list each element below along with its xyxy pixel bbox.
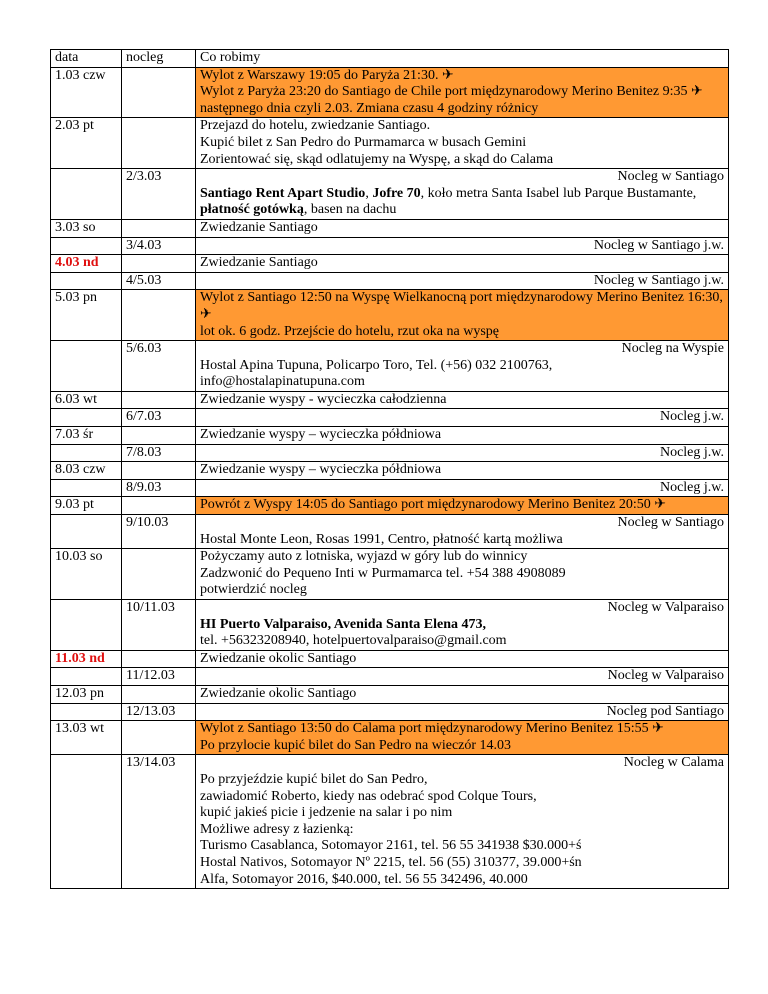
date-cell: 5.03 pn [51, 290, 122, 341]
stay-cell: 11/12.03 [122, 668, 196, 686]
header-plan: Co robimy [196, 50, 729, 68]
info-line: Hostal Nativos, Sotomayor Nº 2215, tel. 56 (55) 310377, 39.000+śn [200, 854, 582, 870]
night-cell [196, 169, 729, 220]
stay-cell: 12/13.03 [122, 703, 196, 721]
plan-line: Zorientować się, skąd odlatujemy na Wyspę, a skąd do Calama [200, 151, 554, 167]
date-cell: 2.03 pt [51, 118, 122, 169]
plan-cell: Zwiedzanie wyspy – wycieczka półdniowa [196, 427, 729, 445]
stay-cell [122, 497, 196, 515]
text-separator: , [365, 185, 373, 201]
table-row [51, 444, 729, 462]
night-label: Nocleg na Wyspie [621, 341, 724, 357]
hotel-name: HI Puerto Valparaiso, Avenida Santa Elena 473, [200, 616, 487, 632]
stay-cell [122, 255, 196, 273]
hotel-info [200, 186, 724, 219]
info-line: Po przyjeździe kupić bilet do San Pedro, [200, 771, 428, 787]
plan-line: Pożyczamy auto z lotniska, wyjazd w góry lub do winnicy [200, 549, 528, 565]
stay-cell: 6/7.03 [122, 409, 196, 427]
table-row [51, 721, 729, 755]
night-label: Nocleg w Santiago [617, 169, 724, 185]
night-label: Nocleg w Santiago j.w. [196, 237, 729, 255]
table-row [51, 67, 729, 118]
night-cell [196, 515, 729, 549]
table-row [51, 255, 729, 273]
plan-cell: Zwiedzanie okolic Santiago [196, 650, 729, 668]
table-row [51, 427, 729, 445]
night-label: Nocleg w Santiago j.w. [196, 272, 729, 290]
stay-cell [122, 462, 196, 480]
date-cell: 3.03 so [51, 219, 122, 237]
night-label: Nocleg w Calama [623, 755, 724, 771]
table-header-row [51, 50, 729, 68]
date-cell: 10.03 so [51, 549, 122, 600]
date-cell-sunday: 4.03 nd [51, 255, 122, 273]
itinerary-page [50, 49, 730, 889]
plan-line: Zadzwonić do Pequeno Inti w Purmamarca tel. +54 388 4908089 [200, 565, 566, 581]
info-line: Hostal Apina Tupuna, Policarpo Toro, Tel. (+56) 032 2100763, [200, 357, 553, 373]
table-row [51, 272, 729, 290]
info-line: Możliwe adresy z łazienką: [200, 821, 354, 837]
plan-cell: Zwiedzanie Santiago [196, 219, 729, 237]
table-row [51, 169, 729, 220]
date-cell [51, 515, 122, 549]
table-row [51, 650, 729, 668]
header-stay: nocleg [122, 50, 196, 68]
stay-cell: 13/14.03 [122, 755, 196, 889]
night-cell [196, 341, 729, 392]
table-row [51, 600, 729, 651]
hotel-extra: , basen na dachu [303, 202, 397, 218]
stay-cell [122, 219, 196, 237]
itinerary-table [50, 49, 729, 889]
table-row [51, 341, 729, 392]
plan-line: Przejazd do hotelu, zwiedzanie Santiago. [200, 118, 431, 134]
table-row [51, 118, 729, 169]
stay-cell [122, 118, 196, 169]
info-line: kupić jakieś picie i jedzenie na salar i po nim [200, 805, 453, 821]
info-line: Alfa, Sotomayor 2016, $40.000, tel. 56 55 342496, 40.000 [200, 871, 528, 887]
date-cell: 6.03 wt [51, 391, 122, 409]
plan-cell: Zwiedzanie wyspy – wycieczka półdniowa [196, 462, 729, 480]
plan-line: Powrót z Wyspy 14:05 do Santiago port międzynarodowy Merino Benitez 20:50 ✈ [200, 497, 666, 513]
night-cell [196, 600, 729, 651]
night-label: Nocleg w Valparaiso [607, 600, 724, 615]
info-line: zawiadomić Roberto, kiedy nas odebrać spod Colque Tours, [200, 788, 537, 804]
stay-cell: 10/11.03 [122, 600, 196, 651]
stay-cell [122, 67, 196, 118]
night-label: Nocleg w Santiago [617, 515, 724, 531]
table-row [51, 668, 729, 686]
header-date: data [51, 50, 122, 68]
date-cell [51, 668, 122, 686]
date-cell: 7.03 śr [51, 427, 122, 445]
info-line: tel. +56323208940, hotelpuertovalparaiso@gmail.com [200, 633, 507, 649]
plan-line: Wylot z Santiago 12:50 na Wyspę Wielkanocną port międzynarodowy Merino Benitez 16:30, ✈ [200, 290, 723, 322]
stay-cell [122, 427, 196, 445]
stay-cell [122, 685, 196, 703]
info-line: info@hostalapinatupuna.com [200, 374, 365, 390]
plan-line: Wylot z Santiago 13:50 do Calama port międzynarodowy Merino Benitez 15:55 ✈ [200, 721, 664, 737]
info-line: Hostal Monte Leon, Rosas 1991, Centro, płatność kartą możliwa [200, 531, 563, 547]
stay-cell: 3/4.03 [122, 237, 196, 255]
date-cell [51, 703, 122, 721]
stay-cell [122, 721, 196, 755]
plan-cell: Zwiedzanie okolic Santiago [196, 685, 729, 703]
plan-cell-flight [196, 497, 729, 515]
table-row [51, 515, 729, 549]
stay-cell [122, 549, 196, 600]
date-cell: 9.03 pt [51, 497, 122, 515]
date-cell: 12.03 pn [51, 685, 122, 703]
stay-cell [122, 391, 196, 409]
table-row [51, 755, 729, 889]
hotel-details: , koło metra Santa Isabel lub Parque Bustamante, [420, 185, 697, 201]
plan-cell-flight [196, 290, 729, 341]
date-cell: 1.03 czw [51, 67, 122, 118]
date-cell [51, 169, 122, 220]
stay-cell: 8/9.03 [122, 479, 196, 497]
date-cell-sunday: 11.03 nd [51, 650, 122, 668]
plan-cell: Zwiedzanie wyspy - wycieczka całodzienna [196, 391, 729, 409]
night-label: Nocleg j.w. [196, 479, 729, 497]
hotel-payment: płatność gotówką [200, 202, 304, 218]
table-row [51, 290, 729, 341]
stay-cell: 4/5.03 [122, 272, 196, 290]
night-label: Nocleg pod Santiago [196, 703, 729, 721]
night-label: Nocleg j.w. [196, 444, 729, 462]
stay-cell: 5/6.03 [122, 341, 196, 392]
date-cell [51, 237, 122, 255]
night-cell [196, 755, 729, 889]
table-row [51, 219, 729, 237]
plan-cell-flight [196, 67, 729, 118]
date-cell [51, 272, 122, 290]
table-row [51, 685, 729, 703]
table-row [51, 703, 729, 721]
date-cell [51, 409, 122, 427]
stay-cell [122, 650, 196, 668]
stay-cell [122, 290, 196, 341]
table-row [51, 409, 729, 427]
table-row [51, 462, 729, 480]
night-label: Nocleg w Valparaiso [196, 668, 729, 686]
plan-line: Wylot z Paryża 23:20 do Santiago de Chile port międzynarodowy Merino Benitez 9:35 ✈ [200, 84, 703, 100]
plan-line: Wylot z Warszawy 19:05 do Paryża 21:30. ✈ [200, 67, 454, 83]
hotel-street: Jofre 70 [372, 185, 421, 201]
date-cell [51, 444, 122, 462]
plan-cell-flight [196, 721, 729, 755]
plan-line: następnego dnia czyli 2.03. Zmiana czasu 4 godziny różnicy [200, 100, 539, 116]
plan-cell: Zwiedzanie Santiago [196, 255, 729, 273]
table-row [51, 549, 729, 600]
table-row [51, 497, 729, 515]
date-cell: 8.03 czw [51, 462, 122, 480]
date-cell: 13.03 wt [51, 721, 122, 755]
info-line: Turismo Casablanca, Sotomayor 2161, tel. 56 55 341938 $30.000+ś [200, 838, 582, 854]
table-row [51, 391, 729, 409]
date-cell [51, 600, 122, 651]
plan-line: Kupić bilet z San Pedro do Purmamarca w busach Gemini [200, 134, 527, 150]
table-row [51, 237, 729, 255]
date-cell [51, 479, 122, 497]
date-cell [51, 341, 122, 392]
stay-cell: 9/10.03 [122, 515, 196, 549]
plan-line: Po przylocie kupić bilet do San Pedro na wieczór 14.03 [200, 737, 512, 753]
stay-cell: 2/3.03 [122, 169, 196, 220]
date-cell [51, 755, 122, 889]
plan-line: lot ok. 6 godz. Przejście do hotelu, rzut oka na wyspę [200, 323, 499, 339]
stay-cell: 7/8.03 [122, 444, 196, 462]
plan-line: potwierdzić nocleg [200, 582, 307, 598]
night-label: Nocleg j.w. [196, 409, 729, 427]
plan-cell [196, 549, 729, 600]
hotel-name: Santiago Rent Apart Studio [200, 185, 366, 201]
plan-cell [196, 118, 729, 169]
table-row [51, 479, 729, 497]
